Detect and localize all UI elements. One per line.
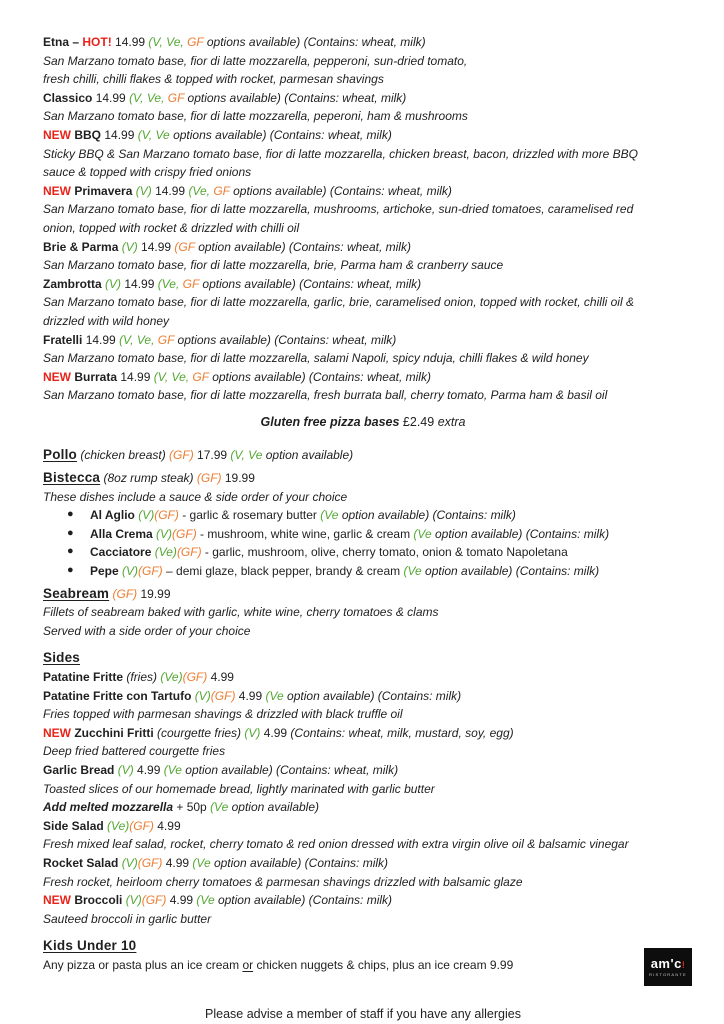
menu-text: San Marzano tomato base, fior di latte mozzarella, pepperoni, sun-dried tomato, [43, 53, 468, 68]
bullet-icon: ● [67, 508, 74, 521]
menu-text: 14.99 [137, 239, 175, 254]
menu-text: San Marzano tomato base, fior di latte mozzarella, salami Napoli, spicy nduja, chilli flakes & wild honey [43, 351, 589, 366]
menu-text: (V) [194, 688, 211, 703]
menu-text: 14.99 [111, 35, 149, 49]
menu-line-desc [43, 873, 696, 892]
menu-line-desc [43, 293, 696, 312]
menu-text: Sauteed broccoli in garlic butter [43, 911, 212, 926]
menu-text: 17.99 [193, 448, 231, 463]
menu-text: 19.99 [137, 586, 171, 601]
logo-text [651, 957, 686, 970]
menu-text: option available) (Contains: milk) [434, 526, 610, 541]
menu-text: GF [167, 90, 188, 105]
menu-text: fresh chilli, chilli flakes & topped with rocket, parmesan shavings [43, 72, 384, 87]
menu-text: (V, Ve, [129, 90, 168, 105]
menu-line-desc [43, 107, 696, 126]
menu-text: (Ve [320, 508, 342, 523]
menu-text: Alla Crema [90, 526, 157, 541]
menu-line-item [43, 891, 696, 910]
menu-text: Bistecca [43, 470, 101, 486]
menu-text: Classico [43, 90, 93, 105]
menu-text: Gluten free pizza bases [260, 414, 403, 429]
menu-line-desc [43, 219, 696, 238]
menu-text: GF [182, 276, 203, 291]
menu-text: options available) (Contains: wheat, milk) [173, 127, 392, 142]
menu-text: option available) (Contains: wheat, milk) [185, 762, 399, 777]
menu-line-item [43, 724, 696, 743]
menu-text: Served with a side order of your choice [43, 623, 251, 638]
menu-text: Al Aglio [90, 508, 139, 523]
menu-text: - garlic & rosemary butter [178, 508, 321, 523]
menu-text: 14.99 [151, 183, 189, 198]
menu-line-desc [43, 622, 696, 641]
menu-text: (Ve, [157, 276, 183, 291]
menu-line-desc [43, 705, 696, 724]
menu-line-desc [43, 386, 696, 405]
menu-text: (GF) [141, 893, 167, 908]
menu-text: (GF) [137, 855, 163, 870]
menu-text: (V) [156, 526, 173, 541]
menu-line-desc [43, 256, 696, 275]
menu-text: option available) (Contains: milk) [287, 688, 462, 703]
menu-text: San Marzano tomato base, fior di latte mozzarella, fresh burrata ball, cherry tomato, Parma ham & basil oil [43, 388, 608, 403]
menu-text: options available) (Contains: wheat, milk) [177, 332, 397, 347]
menu-text: Deep fried battered courgette fries [43, 744, 226, 759]
menu-text: – demi glaze, black pepper, brandy & cream [162, 564, 404, 579]
menu-text: Primavera [74, 183, 136, 198]
menu-text: Please advise a member of staff if you have any allergies [205, 1006, 521, 1021]
menu-text: drizzled with wild honey [43, 313, 170, 328]
menu-line-item [43, 275, 696, 294]
menu-text: (Ve [413, 526, 435, 541]
menu-text: (V) [122, 564, 139, 579]
menu-text: NEW [43, 183, 75, 198]
menu-text: (V) [121, 239, 138, 254]
menu-text: (Ve, [188, 183, 214, 198]
menu-text: Burrata [74, 369, 118, 384]
menu-text: options available) (Contains: wheat, milk) [212, 369, 431, 384]
menu-text: These dishes include a sauce & side order of your choice [43, 489, 348, 504]
menu-line-item [43, 798, 696, 817]
menu-text: (Ve [163, 762, 186, 777]
menu-text: Fresh rocket, heirloom cherry tomatoes & parmesan shavings drizzled with balsamic glaze [43, 874, 523, 889]
bullet-icon: ● [67, 564, 74, 577]
menu-text: Pollo [43, 447, 77, 463]
menu-line-item [43, 368, 696, 387]
menu-text: (GF) [138, 564, 163, 579]
menu-text: Patatine Fritte con Tartufo [43, 688, 195, 703]
menu-line-desc [43, 145, 696, 164]
menu-text: - mushroom, white wine, garlic & cream [196, 526, 414, 541]
menu-text: San Marzano tomato base, fior di latte mozzarella, garlic, brie, caramelised onion, topped with rocket, chilli oil & [43, 295, 634, 310]
logo-wordmark: am'c [650, 956, 682, 971]
menu-text: Patatine Fritte [43, 670, 127, 684]
menu-line-item [43, 817, 696, 836]
menu-text: 4.99 [166, 893, 197, 908]
menu-line-desc [43, 742, 696, 761]
menu-text: 14.99 [82, 332, 120, 347]
menu-text: 4.99 [153, 818, 181, 833]
menu-line-item [43, 761, 696, 780]
menu-lines [43, 33, 696, 1023]
menu-text: 4.99 [207, 670, 234, 684]
menu-line-desc [43, 488, 696, 507]
menu-text: (GF) [196, 471, 222, 486]
menu-line-item [43, 854, 696, 873]
menu-text: (V) [244, 725, 261, 740]
menu-text: GF [187, 35, 207, 49]
menu-text: Fresh mixed leaf salad, rocket, cherry tomato & red onion dressed with extra virgin olive oil & balsamic vinegar [43, 837, 629, 852]
menu-text: options available) (Contains: wheat, milk) [206, 35, 426, 49]
menu-text: (GF) [112, 586, 138, 601]
menu-text: (Ve) [160, 670, 183, 684]
menu-text: (Ve [192, 855, 214, 870]
menu-text: Zambrotta [43, 276, 106, 291]
menu-text: (V) [135, 183, 152, 198]
menu-text: San Marzano tomato base, fior di latte mozzarella, mushrooms, artichoke, sun-dried tomatoes, caramelised red [43, 202, 634, 217]
menu-line-desc [43, 910, 696, 929]
menu-text: Garlic Bread [43, 762, 118, 777]
menu-text: NEW [43, 127, 75, 142]
menu-line-bullet [43, 562, 696, 581]
menu-text: option available) (Contains: wheat, milk) [198, 239, 411, 254]
menu-text: 4.99 [162, 855, 193, 870]
menu-text: 4.99 [260, 725, 291, 740]
menu-text: (Contains: wheat, milk, mustard, soy, egg) [290, 725, 514, 740]
menu-line-desc [43, 163, 696, 182]
menu-text: (V) [121, 855, 138, 870]
menu-text: Add melted mozzarella [43, 800, 174, 815]
menu-text: (GF) [172, 526, 197, 541]
menu-text: (Ve) [154, 545, 177, 560]
menu-text: extra [437, 414, 466, 429]
menu-text: Pepe [90, 564, 123, 579]
menu-text: (V) [105, 276, 122, 291]
menu-text: option available) (Contains: milk) [341, 508, 516, 523]
menu-line-desc [43, 603, 696, 622]
menu-text: NEW [43, 893, 75, 908]
menu-text: (V) [138, 508, 155, 523]
menu-text: option available) (Contains: milk) [213, 855, 389, 870]
menu-text: options available) (Contains: wheat, milk) [202, 276, 422, 291]
menu-text: (V, Ve, [153, 369, 193, 384]
menu-text: chicken nuggets & chips, plus an ice cream 9.99 [253, 957, 514, 972]
menu-text: - garlic, mushroom, olive, cherry tomato, onion & tomato Napoletana [201, 545, 568, 560]
menu-text: NEW [43, 725, 75, 740]
menu-text: San Marzano tomato base, fior di latte mozzarella, peperoni, ham & mushrooms [43, 109, 468, 124]
menu-line-item [43, 956, 696, 975]
menu-text: Rocket Salad [43, 855, 122, 870]
menu-line-bullet [43, 543, 696, 562]
menu-text: (V) [125, 893, 142, 908]
menu-line-entree [43, 585, 696, 604]
menu-text: NEW [43, 369, 75, 384]
menu-text: Zucchini Fritti [74, 725, 158, 740]
menu-text: (V, Ve [230, 448, 266, 463]
menu-text: option available) (Contains: milk) [217, 893, 393, 908]
menu-text: Kids Under 10 [43, 938, 137, 954]
menu-text: Fillets of seabream baked with garlic, white wine, cherry tomatoes & clams [43, 605, 439, 620]
menu-text: Side Salad [43, 818, 108, 833]
menu-text: (Ve) [107, 818, 130, 833]
menu-text: (GF [174, 239, 199, 254]
menu-text: (8oz rump steak) [103, 471, 197, 486]
menu-text: onion, topped with rocket & drizzled with chilli oil [43, 220, 300, 235]
menu-text: (Ve [210, 800, 232, 815]
menu-text: (GF) [210, 688, 236, 703]
menu-text: (V, Ve [137, 127, 174, 142]
bullet-icon: ● [67, 526, 74, 539]
logo-accent-mark: ! [681, 960, 686, 970]
menu-line-item [43, 687, 696, 706]
menu-line-desc [43, 349, 696, 368]
menu-text: Etna – [43, 35, 83, 49]
menu-text: Any pizza or pasta plus an ice cream [43, 957, 243, 972]
menu-line-bullet [43, 506, 696, 525]
menu-text: (GF) [169, 448, 194, 463]
menu-line-item [43, 126, 696, 145]
menu-text: Sides [43, 650, 81, 666]
menu-text: (GF) [129, 818, 154, 833]
menu-text: (Ve [196, 893, 218, 908]
menu-line-heading [43, 649, 696, 668]
menu-text: (fries) [126, 670, 161, 684]
menu-line-desc [43, 70, 696, 89]
menu-line-item [43, 331, 696, 350]
menu-text: 19.99 [221, 471, 255, 486]
menu-text: (Ve [403, 564, 426, 579]
menu-line-desc [43, 780, 696, 799]
menu-text: 14.99 [121, 276, 158, 291]
menu-line-item [43, 89, 696, 108]
menu-line-desc [43, 312, 696, 331]
menu-text: Fries topped with parmesan shavings & drizzled with black truffle oil [43, 707, 403, 722]
menu-line-bullet [43, 525, 696, 544]
menu-line-item [43, 238, 696, 257]
menu-text: sauce & topped with crispy fried onions [43, 165, 252, 180]
menu-text: option available) [265, 448, 354, 463]
restaurant-logo [644, 948, 692, 986]
menu-text: (courgette fries) [157, 725, 245, 740]
menu-line-footer [43, 1005, 696, 1024]
menu-line-heading [43, 937, 696, 956]
bullet-icon: ● [67, 545, 74, 558]
menu-text: (GF) [176, 545, 202, 560]
menu-text: 4.99 [235, 688, 266, 703]
menu-text: + 50p [173, 800, 211, 815]
menu-line-desc [43, 835, 696, 854]
menu-text: £2.49 [402, 414, 438, 429]
menu-line-desc [43, 52, 696, 71]
menu-text: Seabream [43, 585, 110, 601]
menu-text: option available) (Contains: milk) [425, 564, 600, 579]
menu-line-entree [43, 469, 696, 488]
menu-text: Cacciatore [90, 545, 155, 560]
menu-text: GF [192, 369, 213, 384]
menu-text: (V, Ve, [148, 35, 188, 49]
menu-text: Brie & Parma [43, 239, 122, 254]
menu-text: options available) (Contains: wheat, milk) [233, 183, 452, 198]
menu-text: (V, Ve, [119, 332, 158, 347]
menu-line-center [43, 413, 696, 432]
menu-text: options available) (Contains: wheat, milk) [187, 90, 407, 105]
menu-line-desc [43, 200, 696, 219]
menu-line-item [43, 33, 696, 52]
menu-text: 14.99 [101, 127, 138, 142]
menu-line-entree [43, 446, 696, 465]
menu-text: 14.99 [117, 369, 154, 384]
menu-text: HOT! [82, 35, 112, 49]
menu-text: Toasted slices of our homemade bread, lightly marinated with garlic butter [43, 781, 435, 796]
menu-text: (GF) [154, 508, 179, 523]
menu-text: 14.99 [92, 90, 130, 105]
menu-text: (Ve [265, 688, 288, 703]
menu-text: option available) [231, 800, 320, 815]
menu-text: Fratelli [43, 332, 83, 347]
menu-text: (GF) [182, 670, 208, 684]
menu-text: or [242, 957, 254, 972]
menu-text: (V) [117, 762, 134, 777]
menu-text: BBQ [74, 127, 102, 142]
menu-line-item [43, 182, 696, 201]
menu-text: GF [213, 183, 234, 198]
menu-line-item [43, 668, 696, 687]
menu-text: Sticky BBQ & San Marzano tomato base, fior di latte mozzarella, chicken breast, bacon, drizzled with more BBQ [43, 146, 638, 161]
menu-text: San Marzano tomato base, fior di latte mozzarella, brie, Parma ham & cranberry sauce [43, 258, 504, 273]
menu-text: 4.99 [133, 762, 164, 777]
menu-text: GF [157, 332, 178, 347]
menu-text: (chicken breast) [80, 448, 170, 463]
logo-subtext: RISTORANTE [649, 972, 687, 977]
menu-text: Broccoli [74, 893, 126, 908]
